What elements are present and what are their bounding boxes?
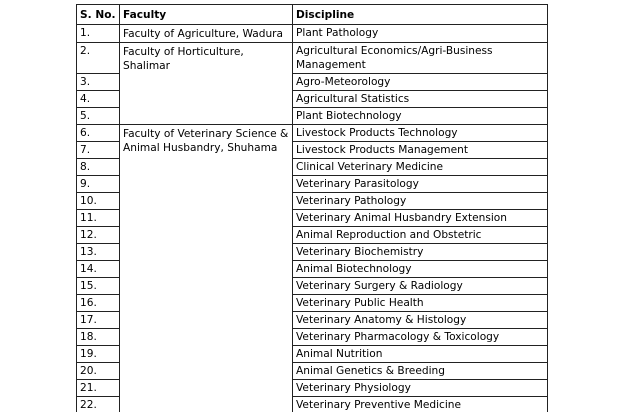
discipline-cell: Agricultural Economics/Agri-Business Management bbox=[293, 43, 548, 74]
sno-cell: 3. bbox=[77, 74, 120, 91]
discipline-cell: Animal Nutrition bbox=[293, 346, 548, 363]
sno-cell: 14. bbox=[77, 261, 120, 278]
discipline-cell: Plant Pathology bbox=[293, 25, 548, 43]
discipline-cell: Veterinary Pathology bbox=[293, 193, 548, 210]
discipline-cell: Veterinary Physiology bbox=[293, 380, 548, 397]
sno-cell: 7. bbox=[77, 142, 120, 159]
sno-cell: 10. bbox=[77, 193, 120, 210]
sno-cell: 11. bbox=[77, 210, 120, 227]
sno-cell: 5. bbox=[77, 108, 120, 125]
header-sno: S. No. bbox=[77, 5, 120, 25]
sno-cell: 2. bbox=[77, 43, 120, 74]
sno-cell: 13. bbox=[77, 244, 120, 261]
sno-cell: 4. bbox=[77, 91, 120, 108]
discipline-cell: Clinical Veterinary Medicine bbox=[293, 159, 548, 176]
discipline-cell: Animal Biotechnology bbox=[293, 261, 548, 278]
header-faculty: Faculty bbox=[120, 5, 293, 25]
discipline-cell: Animal Genetics & Breeding bbox=[293, 363, 548, 380]
sno-cell: 1. bbox=[77, 25, 120, 43]
discipline-cell: Livestock Products Management bbox=[293, 142, 548, 159]
discipline-cell: Agro-Meteorology bbox=[293, 74, 548, 91]
header-discipline: Discipline bbox=[293, 5, 548, 25]
discipline-cell: Veterinary Animal Husbandry Extension bbox=[293, 210, 548, 227]
sno-cell: 9. bbox=[77, 176, 120, 193]
discipline-cell: Livestock Products Technology bbox=[293, 125, 548, 142]
discipline-cell: Veterinary Parasitology bbox=[293, 176, 548, 193]
discipline-cell: Plant Biotechnology bbox=[293, 108, 548, 125]
sno-cell: 19. bbox=[77, 346, 120, 363]
discipline-cell: Veterinary Anatomy & Histology bbox=[293, 312, 548, 329]
table-row bbox=[77, 125, 548, 142]
sno-cell: 20. bbox=[77, 363, 120, 380]
discipline-cell: Veterinary Pharmacology & Toxicology bbox=[293, 329, 548, 346]
faculty-cell: Faculty of Horticulture, Shalimar bbox=[120, 43, 293, 125]
header-row bbox=[77, 5, 548, 25]
sno-cell: 18. bbox=[77, 329, 120, 346]
table-body bbox=[77, 25, 548, 412]
sno-cell: 17. bbox=[77, 312, 120, 329]
faculty-cell: Faculty of Agriculture, Wadura bbox=[120, 25, 293, 43]
discipline-cell: Veterinary Biochemistry bbox=[293, 244, 548, 261]
sno-cell: 8. bbox=[77, 159, 120, 176]
discipline-cell: Agricultural Statistics bbox=[293, 91, 548, 108]
table-row bbox=[77, 25, 548, 43]
discipline-cell: Veterinary Preventive Medicine bbox=[293, 397, 548, 412]
faculty-discipline-table bbox=[76, 4, 548, 412]
sno-cell: 22. bbox=[77, 397, 120, 412]
sno-cell: 16. bbox=[77, 295, 120, 312]
faculty-cell: Faculty of Veterinary Science & Animal Husbandry, Shuhama bbox=[120, 125, 293, 412]
sno-cell: 6. bbox=[77, 125, 120, 142]
table-row bbox=[77, 43, 548, 74]
discipline-cell: Veterinary Public Health bbox=[293, 295, 548, 312]
sno-cell: 21. bbox=[77, 380, 120, 397]
discipline-cell: Veterinary Surgery & Radiology bbox=[293, 278, 548, 295]
sno-cell: 12. bbox=[77, 227, 120, 244]
table-header bbox=[77, 5, 548, 25]
sno-cell: 15. bbox=[77, 278, 120, 295]
discipline-cell: Animal Reproduction and Obstetric bbox=[293, 227, 548, 244]
